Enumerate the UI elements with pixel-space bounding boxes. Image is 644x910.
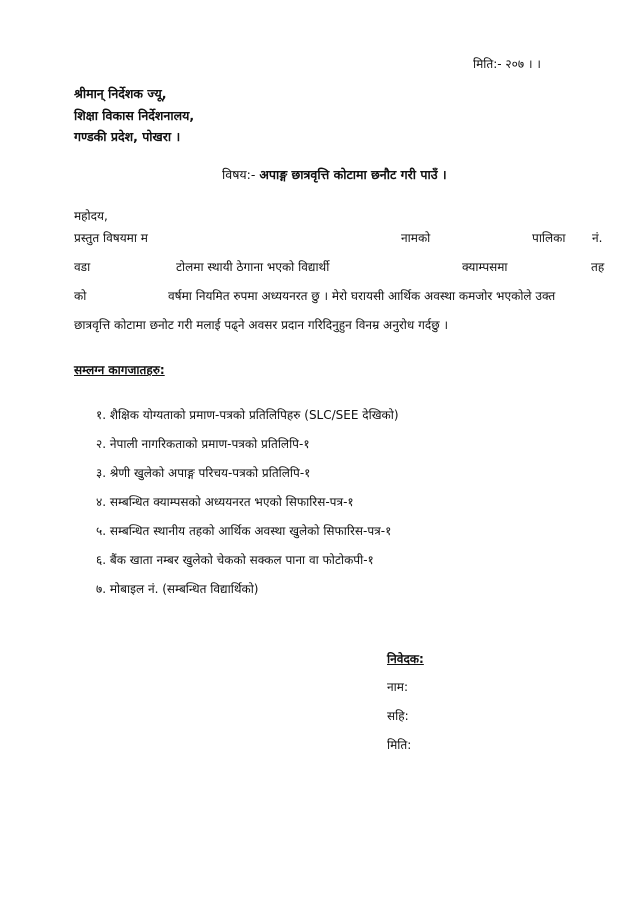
recipient-line-1: श्रीमान् निर्देशक ज्यू, — [74, 86, 167, 101]
applicant-block — [387, 650, 424, 765]
list-item: २. नेपाली नागरिकताको प्रमाण-पत्रको प्रतिलिपि-१ — [96, 437, 310, 451]
body-text: नं. — [592, 231, 603, 245]
recipient-line-2: शिक्षा विकास निर्देशनालय, — [74, 108, 195, 123]
subject-label: विषय:- — [222, 167, 256, 182]
body-text: को — [74, 289, 87, 303]
list-item: ७. मोबाइल नं. (सम्बन्धित विद्यार्थिको) — [96, 582, 259, 596]
attachments-list — [96, 406, 399, 609]
body-text: पालिका — [532, 231, 566, 245]
body-text: नामको — [401, 231, 431, 245]
applicant-heading: निवेदक: — [387, 652, 424, 666]
recipient-line-3: गण्डकी प्रदेश, पोखरा । — [74, 129, 181, 144]
list-item: ५. सम्बन्धित स्थानीय तहको आर्थिक अवस्था खुलेको सिफारिस-पत्र-१ — [96, 524, 392, 538]
list-item: १. शैक्षिक योग्यताको प्रमाण-पत्रको प्रतिलिपिहरु (SLC/SEE देखिको) — [96, 408, 399, 422]
subject-text: अपाङ्ग छात्रवृत्ति कोटामा छनौट गरी पाउँ । — [259, 167, 447, 182]
list-item: ३. श्रेणी खुलेको अपाङ्ग परिचय-पत्रको प्रतिलिपि-१ — [96, 466, 311, 480]
body-paragraph-line-4 — [74, 316, 605, 334]
list-item: ४. सम्बन्धित क्याम्पसको अध्ययनरत भएको सिफारिस-पत्र-१ — [96, 495, 354, 509]
body-text: क्याम्पसमा — [462, 260, 508, 274]
body-text: वर्षमा नियमित रुपमा अध्ययनरत छु । मेरो घरायसी आर्थिक अवस्था कमजोर भएकोले उक्त — [168, 289, 556, 303]
date-line: मिति:- २०७ । । — [473, 57, 541, 71]
body-text: वडा — [74, 260, 91, 274]
applicant-date-label: मिति: — [387, 738, 412, 752]
body-paragraph-line-1 — [74, 229, 605, 247]
applicant-signature-label: सहि: — [387, 709, 409, 723]
subject-line — [222, 166, 447, 183]
body-paragraph-line-3 — [74, 287, 605, 305]
list-item: ६. बैंक खाता नम्बर खुलेको चेकको सक्कल पाना वा फोटोकपी-१ — [96, 553, 374, 567]
body-paragraph-line-2 — [74, 258, 605, 276]
body-text: तह — [591, 260, 605, 274]
body-text: छात्रवृत्ति कोटामा छनोट गरी मलाई पढ्ने अवसर प्रदान गरिदिनुहुन विनम्र अनुरोध गर्दछु । — [74, 318, 448, 332]
salutation: महोदय, — [74, 209, 108, 223]
attachments-heading: सम्लग्न कागजातहरु: — [74, 363, 165, 377]
body-text: प्रस्तुत विषयमा म — [74, 231, 148, 245]
body-text: टोलमा स्थायी ठेगाना भएको विद्यार्थी — [176, 260, 330, 274]
applicant-name-label: नाम: — [387, 680, 408, 694]
